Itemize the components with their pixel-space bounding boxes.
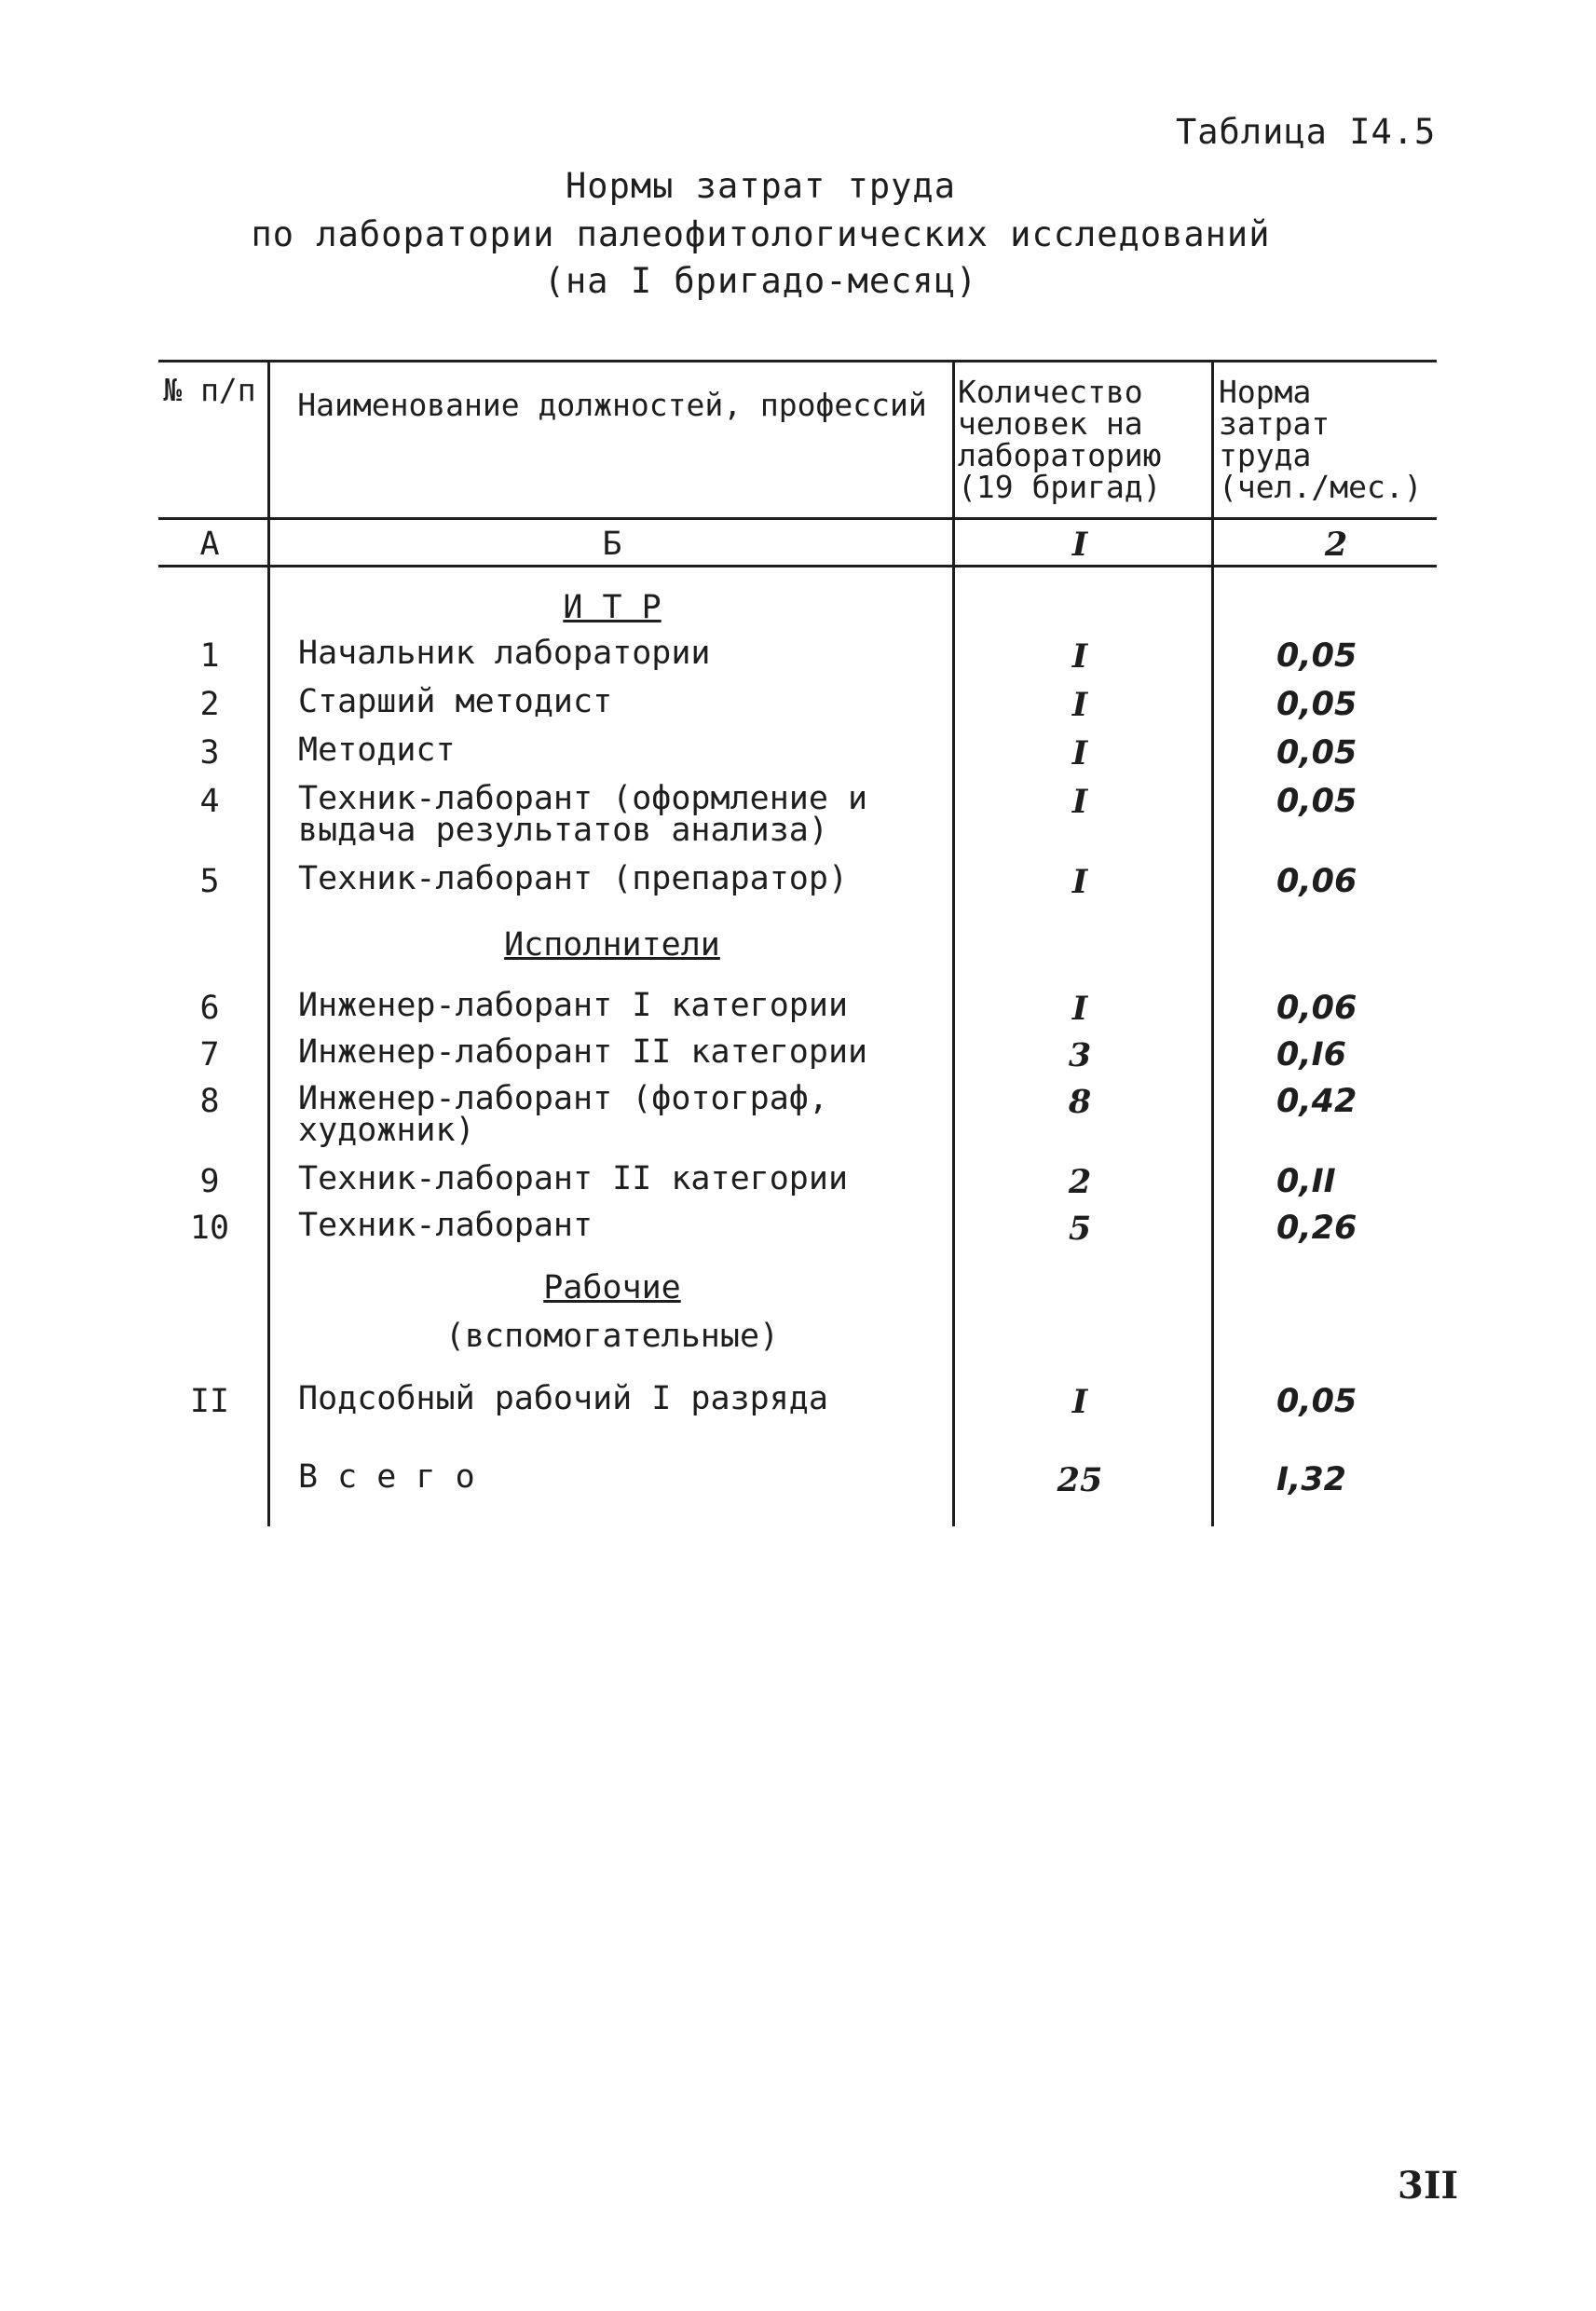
row-number: 5 — [199, 863, 220, 900]
row-norm: 0,II — [1276, 1163, 1336, 1200]
table-label: Таблица I4.5 — [1176, 112, 1437, 152]
header-norm-line: труда — [1219, 437, 1312, 473]
header-position-name: Наименование должностей, профессий — [297, 387, 927, 423]
row-norm: 0,06 — [1276, 863, 1357, 900]
row-count: I — [1071, 863, 1088, 901]
row-position: Подсобный рабочий I разряда — [298, 1380, 828, 1417]
row-position: Инженер-лаборант I категории — [298, 987, 849, 1024]
page-number: 3II — [1398, 2164, 1459, 2208]
column-code-a: А — [199, 526, 220, 563]
row-norm: 0,05 — [1276, 783, 1357, 820]
row-number: 9 — [199, 1163, 220, 1200]
section-itr: И Т Р — [563, 589, 662, 626]
total-count: 25 — [1057, 1461, 1103, 1499]
row-position: Инженер-лаборант II категории — [298, 1033, 868, 1071]
row-count: 8 — [1068, 1083, 1092, 1121]
column-code-2: 2 — [1324, 526, 1348, 564]
header-count-line: (19 бригад) — [958, 469, 1162, 505]
row-position: Старший методист — [298, 683, 613, 720]
section-performers: Исполнители — [504, 926, 720, 964]
total-label: В с е г о — [298, 1458, 475, 1496]
table-column-divider-2 — [952, 360, 955, 1526]
row-position — [298, 780, 868, 849]
header-people-count — [958, 376, 1200, 503]
column-code-b: Б — [602, 526, 622, 563]
header-count-line: человек на — [958, 405, 1143, 442]
row-position-line: Инженер-лаборант (фотограф, — [298, 1080, 828, 1117]
row-position: Начальник лаборатории — [298, 635, 711, 672]
row-number: II — [189, 1383, 230, 1420]
header-norm-line: затрат — [1219, 405, 1330, 442]
header-count-line: лабораторию — [958, 437, 1162, 473]
row-position: Техник-лаборант II категории — [298, 1160, 849, 1197]
row-position: Методист — [298, 732, 456, 769]
header-bottom-rule — [158, 517, 1437, 520]
row-norm: 0,05 — [1276, 734, 1357, 772]
table-column-divider-3 — [1211, 360, 1214, 1526]
header-norm-line: Норма — [1219, 374, 1312, 410]
header-labor-norm — [1219, 376, 1452, 503]
row-position: Техник-лаборант — [298, 1207, 593, 1244]
row-norm: 0,I6 — [1276, 1036, 1347, 1073]
header-norm-line: (чел./мес.) — [1219, 469, 1423, 505]
row-count: I — [1071, 686, 1088, 724]
row-position: Техник-лаборант (препаратор) — [298, 860, 849, 897]
table-title-line-1: Нормы затрат труда — [566, 166, 956, 206]
row-norm: 0,26 — [1276, 1210, 1357, 1247]
row-norm: 0,05 — [1276, 686, 1357, 723]
row-norm: 0,05 — [1276, 1383, 1357, 1420]
row-position-line: художник) — [298, 1112, 475, 1149]
table-top-rule — [158, 360, 1437, 362]
row-count: 5 — [1068, 1210, 1092, 1248]
row-number: 10 — [189, 1210, 230, 1247]
table-title-line-2: по лаборатории палеофитологических исследований — [251, 214, 1271, 254]
row-norm: 0,42 — [1276, 1083, 1357, 1120]
section-workers-subtitle: (вспомогательные) — [444, 1318, 780, 1355]
row-number: 8 — [199, 1083, 220, 1120]
row-position — [298, 1080, 828, 1149]
row-norm: 0,05 — [1276, 637, 1357, 675]
row-count: I — [1071, 990, 1088, 1028]
row-count: I — [1071, 637, 1088, 676]
total-norm: I,32 — [1276, 1461, 1347, 1498]
table-title-line-3: (на I бригадо-месяц) — [543, 261, 978, 301]
row-count: I — [1071, 1383, 1088, 1421]
header-count-line: Количество — [958, 374, 1143, 410]
row-count: 3 — [1068, 1036, 1092, 1074]
row-number: 4 — [199, 783, 220, 820]
row-number: 6 — [199, 990, 220, 1027]
row-position-line: выдача результатов анализа) — [298, 812, 828, 849]
column-code-rule — [158, 565, 1437, 567]
column-code-1: I — [1071, 526, 1088, 564]
row-count: 2 — [1068, 1163, 1092, 1201]
row-number: 1 — [199, 637, 220, 675]
row-number: 3 — [199, 734, 220, 772]
table-column-divider-1 — [267, 360, 270, 1526]
header-number: № п/п — [163, 372, 256, 408]
row-position-line: Техник-лаборант (оформление и — [298, 780, 868, 817]
row-number: 7 — [199, 1036, 220, 1073]
row-count: I — [1071, 783, 1088, 821]
section-workers: Рабочие — [543, 1269, 681, 1306]
row-count: I — [1071, 734, 1088, 773]
row-number: 2 — [199, 686, 220, 723]
row-norm: 0,06 — [1276, 990, 1357, 1027]
